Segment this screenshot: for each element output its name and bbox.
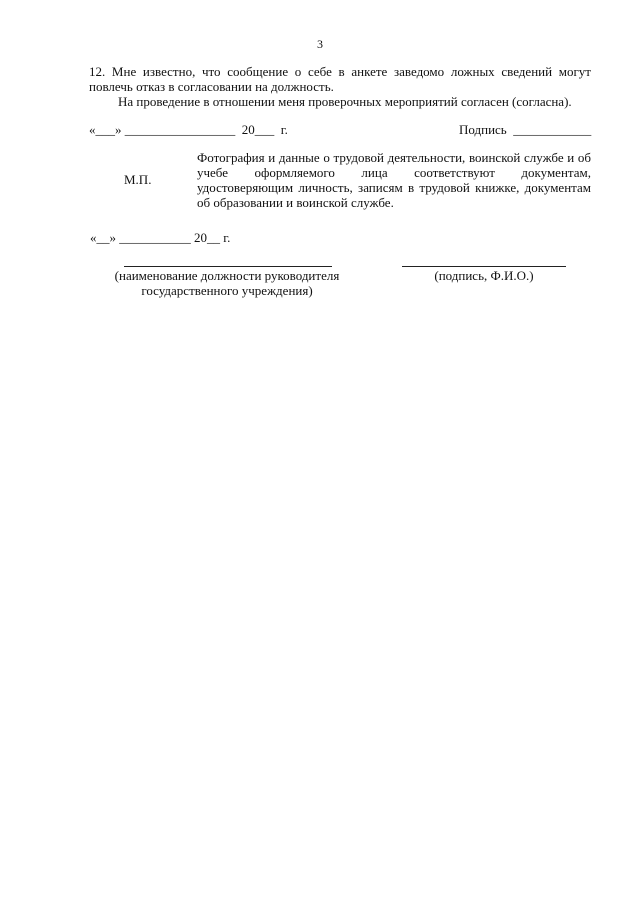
consent-statement: На проведение в отношении меня проверочных мероприятий согласен (согласна).	[118, 94, 572, 109]
paragraph-12	[89, 64, 591, 94]
page-number: 3	[317, 37, 323, 51]
official-signature-caption: (подпись, Ф.И.О.)	[434, 268, 534, 283]
position-title-line	[124, 266, 332, 267]
official-signature-line	[402, 266, 566, 267]
verification-statement: Фотография и данные о трудовой деятельности, воинской службе и об учебе оформляемого лица соответствуют документам, удостоверяющим личность, записям в трудовой книжке, документам об образовании и воинской службе.	[197, 150, 591, 210]
paragraph-12-line-1: 12. Мне известно, что сообщение о себе в анкете заведомо ложных сведений могут	[89, 64, 591, 79]
date-field-applicant: «___» _________________ 20___ г.	[89, 122, 288, 137]
signature-field: Подпись ____________	[459, 122, 592, 137]
date-field-official: «__» ___________ 20__ г.	[90, 230, 231, 245]
seal-placeholder: М.П.	[124, 172, 152, 187]
position-title-caption: (наименование должности руководителя государственного учреждения)	[114, 268, 340, 298]
paragraph-12-line-2: повлечь отказ в согласовании на должность.	[89, 79, 334, 94]
